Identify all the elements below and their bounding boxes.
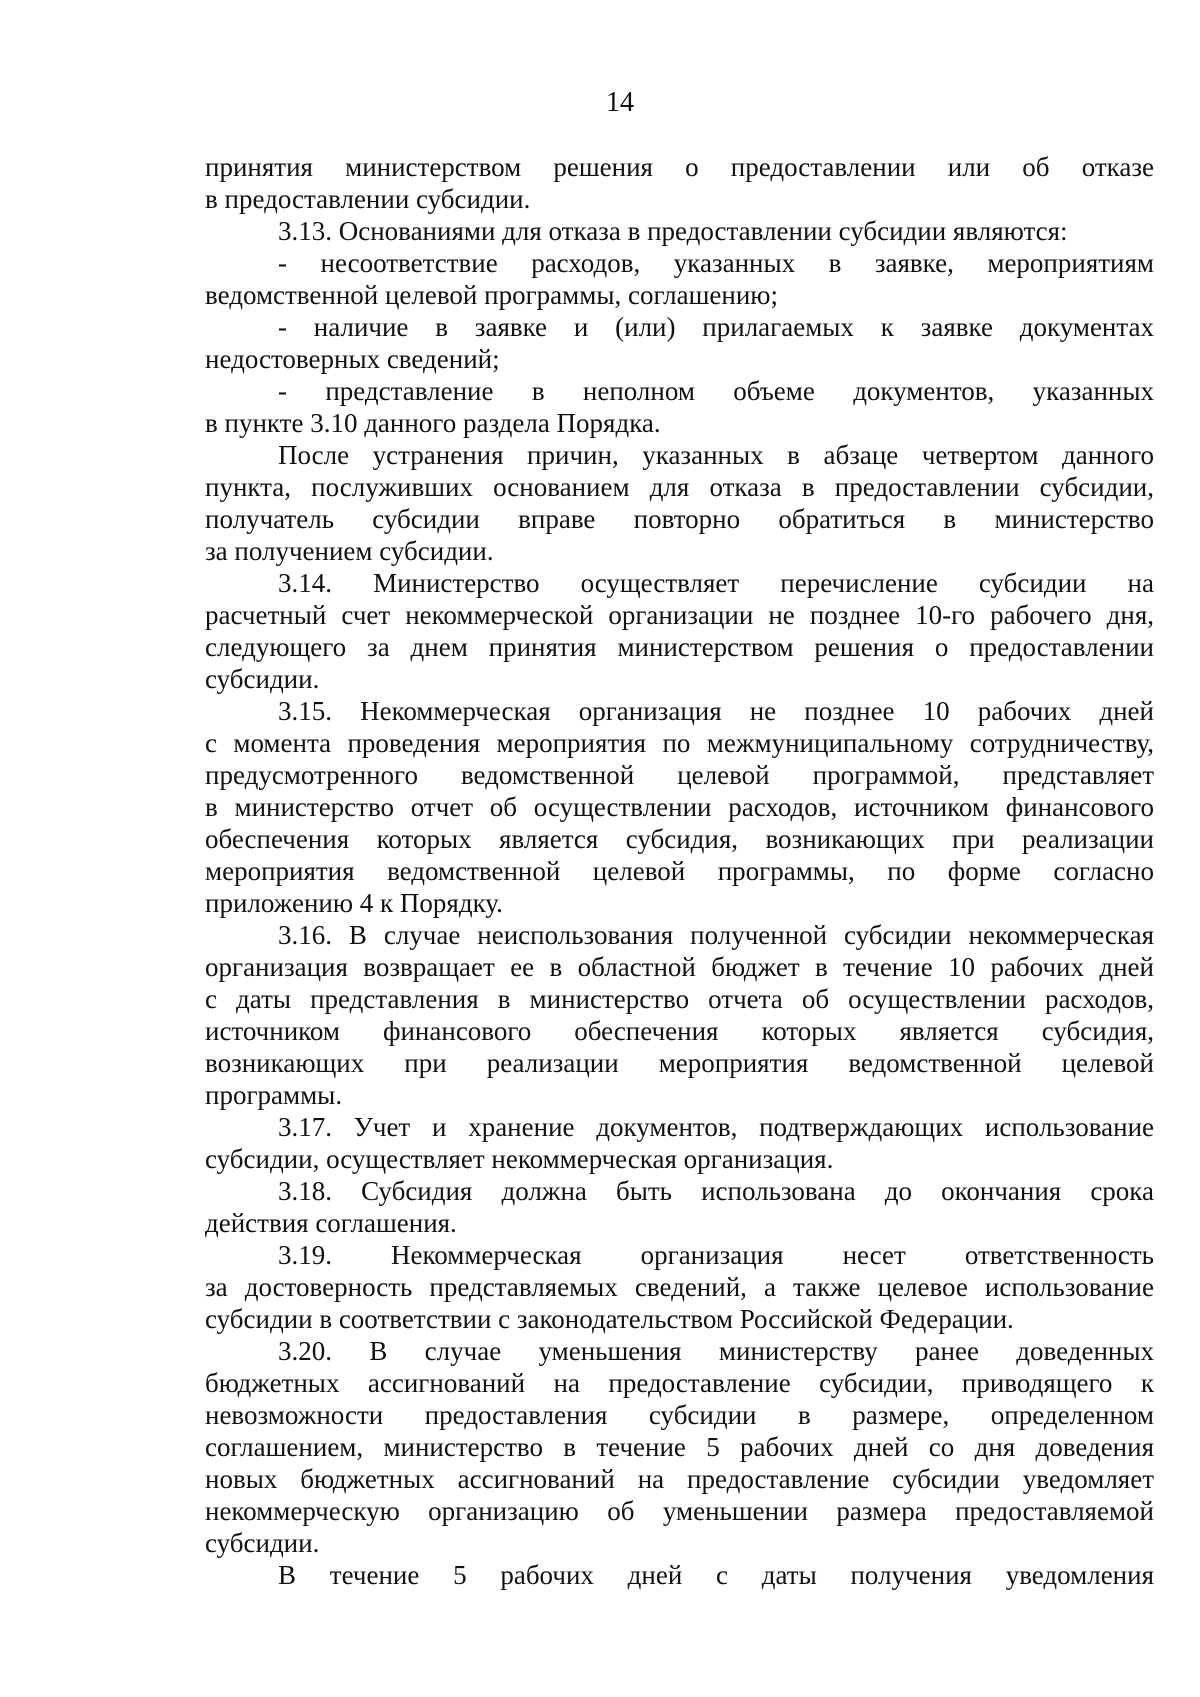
text-line: принятия министерством решения о предоставлении или об отказе [205,152,1154,182]
text-line: 3.20. В случае уменьшения министерству ранее доведенных [278,1336,1154,1366]
text-line: соглашением, министерство в течение 5 рабочих дней со дня доведения [205,1432,1154,1462]
text-line: в предоставлении субсидии. [205,184,531,214]
text-line: субсидии, осуществляет некоммерческая организация. [205,1144,834,1174]
text-line: 3.19. Некоммерческая организация несет ответственность [278,1240,1154,1270]
text-line: за достоверность представляемых сведений, а также целевое использование [205,1272,1154,1302]
text-line: некоммерческую организацию об уменьшении размера предоставляемой [205,1496,1154,1526]
text-line: В течение 5 рабочих дней с даты получения уведомления [278,1560,1154,1590]
text-line: 3.15. Некоммерческая организация не позднее 10 рабочих дней [278,696,1154,726]
text-line: невозможности предоставления субсидии в размере, определенном [205,1400,1154,1430]
text-line: организация возвращает ее в областной бюджет в течение 10 рабочих дней [205,952,1154,982]
text-line: приложению 4 к Порядку. [205,888,503,918]
text-line: 3.17. Учет и хранение документов, подтверждающих использование [278,1112,1154,1142]
text-line: - представление в неполном объеме документов, указанных [278,376,1154,406]
text-line: действия соглашения. [205,1208,457,1238]
text-line: предусмотренного ведомственной целевой программой, представляет [205,760,1154,790]
text-line: возникающих при реализации мероприятия ведомственной целевой [205,1048,1154,1078]
text-line: пункта, послуживших основанием для отказа в предоставлении субсидии, [205,472,1154,502]
text-line: новых бюджетных ассигнований на предоставление субсидии уведомляет [205,1464,1154,1494]
text-line: субсидии. [205,1528,320,1558]
text-line: за получением субсидии. [205,536,494,566]
text-line: программы. [205,1080,343,1110]
text-line: мероприятия ведомственной целевой программы, по форме согласно [205,856,1154,886]
text-line: с момента проведения мероприятия по межмуниципальному сотрудничеству, [205,728,1154,758]
document-body [205,151,1154,1591]
text-line: субсидии. [205,664,320,694]
text-line: следующего за днем принятия министерством решения о предоставлении [205,632,1154,662]
text-line: бюджетных ассигнований на предоставление субсидии, приводящего к [205,1368,1154,1398]
text-line: субсидии в соответствии с законодательством Российской Федерации. [205,1304,1014,1334]
text-line: 3.13. Основаниями для отказа в предоставлении субсидии являются: [278,216,1068,246]
text-line: 3.14. Министерство осуществляет перечисление субсидии на [278,568,1154,598]
text-line: - несоответствие расходов, указанных в заявке, мероприятиям [278,248,1154,278]
text-line: получатель субсидии вправе повторно обратиться в министерство [205,504,1154,534]
text-line: обеспечения которых является субсидия, возникающих при реализации [205,824,1154,854]
text-line: 3.18. Субсидия должна быть использована до окончания срока [278,1176,1154,1206]
text-line: недостоверных сведений; [205,344,500,374]
text-line: в пункте 3.10 данного раздела Порядка. [205,408,661,438]
text-line: - наличие в заявке и (или) прилагаемых к заявке документах [278,312,1154,342]
text-line: расчетный счет некоммерческой организации не позднее 10-го рабочего дня, [205,600,1154,630]
text-line: ведомственной целевой программы, соглашению; [205,280,778,310]
text-line: в министерство отчет об осуществлении расходов, источником финансового [205,792,1154,822]
page-number: 14 [606,87,634,118]
text-line: 3.16. В случае неиспользования полученной субсидии некоммерческая [278,920,1154,950]
text-line: источником финансового обеспечения которых является субсидия, [205,1016,1154,1046]
text-line: После устранения причин, указанных в абзаце четвертом данного [278,440,1154,470]
text-line: с даты представления в министерство отчета об осуществлении расходов, [205,984,1154,1014]
